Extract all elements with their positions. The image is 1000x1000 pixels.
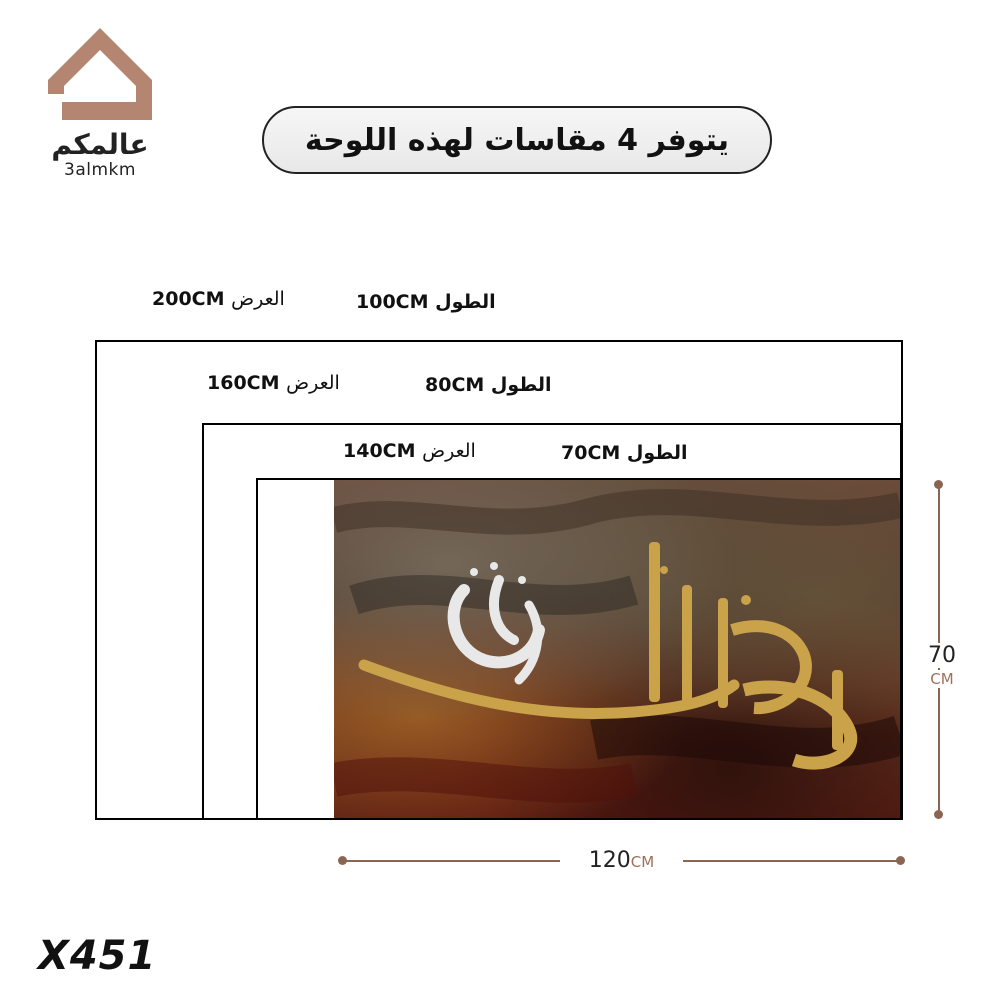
length-label: الطول xyxy=(490,374,552,396)
width-value: 140CM xyxy=(343,440,416,462)
width-dimension-cap-right xyxy=(896,856,905,865)
brand-name-latin: 3almkm xyxy=(64,160,136,180)
length-value: 100CM xyxy=(356,291,429,313)
width-value: 160CM xyxy=(207,372,280,394)
width-unit: CM xyxy=(630,853,655,871)
sizes-available-banner xyxy=(262,106,772,174)
size-200-width xyxy=(152,288,285,310)
width-label: العرض xyxy=(422,440,476,462)
width-label: العرض xyxy=(231,288,285,310)
product-code: X451 xyxy=(38,933,157,979)
painting-artwork xyxy=(334,480,900,818)
width-dimension-label xyxy=(560,848,683,873)
size-200-length xyxy=(356,291,496,313)
height-value: 70 xyxy=(922,643,962,668)
size-160-width xyxy=(207,372,340,394)
length-label: الطول xyxy=(626,442,688,464)
length-label: الطول xyxy=(435,291,496,313)
banner-text: يتوفر 4 مقاسات لهذه اللوحة xyxy=(304,122,730,158)
size-140-length xyxy=(561,442,687,464)
width-value: 120 xyxy=(588,848,631,873)
brand-name-arabic: عالمكم xyxy=(51,128,149,161)
width-dimension-line-left xyxy=(345,860,560,862)
size-140-width xyxy=(343,440,476,462)
length-value: 80CM xyxy=(425,374,485,396)
size-160-length xyxy=(425,374,551,396)
width-dimension-cap-left xyxy=(338,856,347,865)
height-dimension-cap-top xyxy=(934,480,943,489)
calligraphy-painting xyxy=(334,480,900,818)
length-value: 70CM xyxy=(561,442,621,464)
height-unit: CM xyxy=(922,670,962,688)
width-value: 200CM xyxy=(152,288,225,310)
height-dimension-cap-bottom xyxy=(934,810,943,819)
width-dimension-line-right xyxy=(683,860,898,862)
house-icon xyxy=(40,22,160,132)
width-label: العرض xyxy=(286,372,340,394)
